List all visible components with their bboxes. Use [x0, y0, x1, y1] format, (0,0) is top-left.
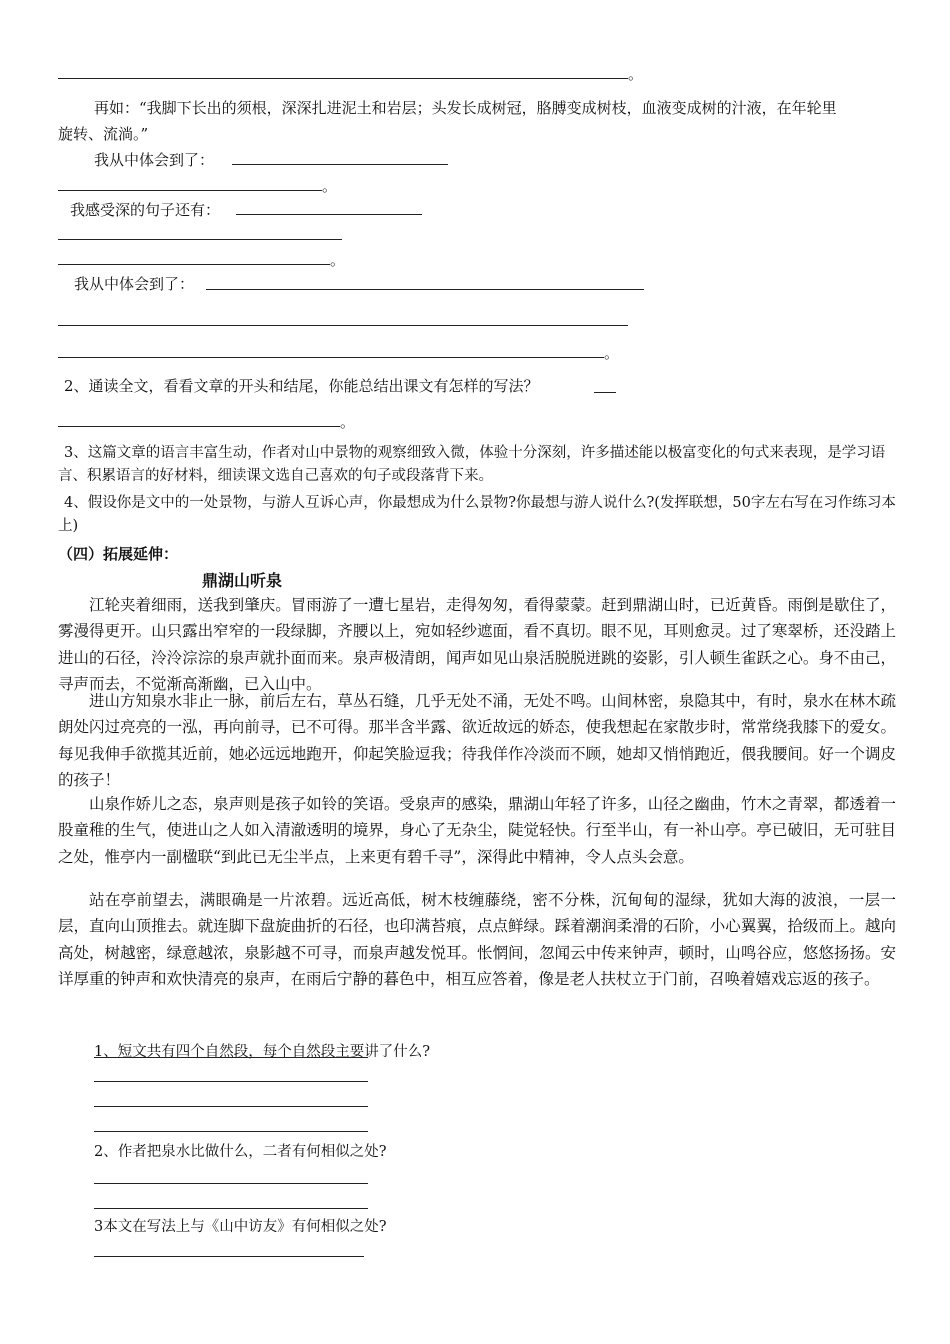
answer-line[interactable] — [94, 1256, 364, 1257]
end-mark: 。 — [628, 65, 644, 83]
answer-line[interactable] — [94, 1183, 368, 1184]
end-mark: 。 — [322, 177, 338, 195]
end-mark: 。 — [330, 251, 346, 269]
reflection-label: 我从中体会到了： — [94, 151, 215, 169]
answer-line[interactable] — [206, 289, 644, 290]
answer-line[interactable] — [58, 426, 340, 427]
answer-line[interactable] — [58, 264, 330, 265]
comprehension-question-2: 2、作者把泉水比做什么，二者有何相似之处? — [94, 1144, 387, 1160]
section-heading: （四）拓展延伸： — [58, 545, 179, 563]
question-2: 2、通读全文，看看文章的开头和结尾，你能总结出课文有怎样的写法？ — [64, 377, 539, 395]
article-title: 鼎湖山听泉 — [202, 571, 283, 590]
answer-line[interactable] — [58, 357, 604, 358]
article-paragraph-1: 江轮夹着细雨，送我到肇庆。冒雨游了一遭七星岩，走得匆匆，看得蒙蒙。赶到鼎湖山时，已近黄昏。雨倒是歇住了，雾漫得更开。山只露出窄窄的一段绿脚，齐腰以上，宛如轻纱遮面，看不真切。眼不见，耳则愈灵。过了寒翠桥，还没踏上进山的石径，泠泠淙淙的泉声就扑面而来。泉声极清朗，闻声如见山泉活脱脱迸跳的姿影，引人顿生雀跃之心。身不由己，寻声而去，不觉渐高渐幽，已入山中。 — [58, 596, 896, 694]
end-mark: 。 — [604, 344, 620, 362]
answer-line[interactable] — [232, 164, 448, 165]
answer-line[interactable] — [94, 1208, 368, 1209]
end-mark: 。 — [340, 413, 356, 431]
answer-line[interactable] — [58, 78, 628, 79]
answer-line[interactable] — [58, 325, 628, 326]
answer-line[interactable] — [94, 1131, 368, 1132]
favorite-sentences-label: 我感受深的句子还有： — [70, 201, 221, 219]
comprehension-question-1: 1、短文共有四个自然段，每个自然段主要讲了什么? — [94, 1044, 430, 1060]
answer-line[interactable] — [58, 239, 342, 240]
answer-line[interactable] — [94, 1057, 368, 1058]
answer-line[interactable] — [94, 1106, 368, 1107]
answer-line[interactable] — [236, 214, 422, 215]
question-4: 4、假设你是文中的一处景物，与游人互诉心声，你最想成为什么景物?你最想与游人说什么?(发挥联想，50字左右写在习作练习本上) — [58, 495, 896, 534]
article-paragraph-4: 站在亭前望去，满眼确是一片浓碧。远近高低，树木枝缠藤绕，密不分株，沉甸甸的湿绿，犹如大海的波浪，一层一层，直向山顶推去。就连脚下盘旋曲折的石径，也印满苔痕，点点鲜绿。踩着潮润柔滑的石阶，小心翼翼，拾级而上。越向高处，树越密，绿意越浓，泉影越不可寻，而泉声越发悦耳。怅惘间，忽闻云中传来钟声，顿时，山鸣谷应，悠悠扬扬。安详厚重的钟声和欢快清亮的泉声，在雨后宁静的暮色中，相互应答着，像是老人扶杖立于门前，召唤着嬉戏忘返的孩子。 — [58, 891, 896, 989]
example-quote-line1: 再如：“我脚下长出的须根，深深扎进泥土和岩层；头发长成树冠，胳膊变成树枝，血液变成树的汁液，在年轮里 — [94, 99, 837, 117]
reflection-label: 我从中体会到了： — [74, 275, 195, 293]
article-paragraph-3: 山泉作娇儿之态，泉声则是孩子如铃的笑语。受泉声的感染，鼎湖山年轻了许多，山径之幽曲，竹木之青翠，都透着一股童稚的生气，使进山之人如入清澈透明的境界，身心了无杂尘，陡觉轻快。行至半山，有一补山亭。亭已破旧，无可驻目之处，惟亭内一副楹联“到此已无尘半点，上来更有碧千寻”，深得此中精神，令人点头会意。 — [58, 795, 896, 866]
article-paragraph-2: 进山方知泉水非止一脉，前后左右，草丛石缝，几乎无处不涌，无处不鸣。山间林密，泉隐其中，有时，泉水在林木疏朗处闪过亮亮的一泓，再向前寻，已不可得。那半含半露、欲近故远的娇态，使我想起在家散步时，常常绕我膝下的爱女。每见我伸手欲揽其近前，她必远远地跑开，仰起笑脸逗我；待我佯作冷淡而不顾，她却又悄悄跑近，偎我腰间。好一个调皮的孩子！ — [58, 692, 896, 790]
question-3: 3、这篇文章的语言丰富生动，作者对山中景物的观察细致入微，体验十分深刻，许多描述能以极富变化的句式来表现，是学习语言、积累语言的好材料，细读课文选自己喜欢的句子或段落背下来。 — [58, 445, 886, 484]
answer-line[interactable] — [94, 1081, 368, 1082]
example-quote-line2: 旋转、流淌。” — [58, 125, 149, 143]
comprehension-question-3: 3本文在写法上与《山中访友》有何相似之处? — [94, 1219, 387, 1235]
answer-line[interactable] — [58, 190, 322, 191]
answer-line[interactable] — [594, 392, 616, 393]
